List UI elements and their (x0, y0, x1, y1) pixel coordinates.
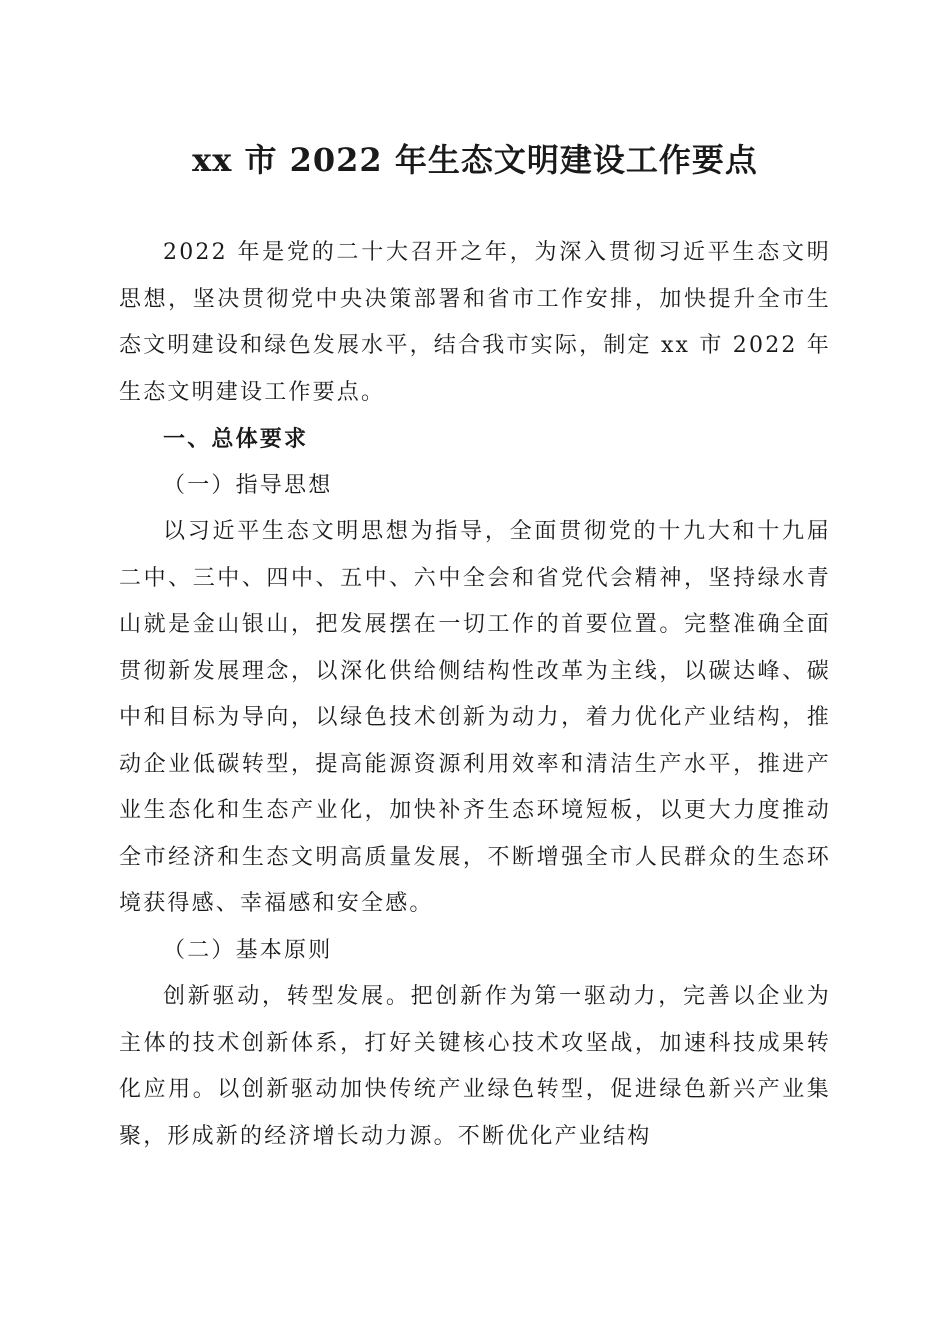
document-title: xx 市 2022 年生态文明建设工作要点 (192, 141, 758, 179)
subsection-heading-guiding-ideology: （一）指导思想 (163, 472, 333, 498)
subsection-heading-basic-principles: （二）基本原则 (163, 937, 333, 963)
intro-paragraph: 2022 年是党的二十大召开之年，为深入贯彻习近平生态文明思想，坚决贯彻党中央决策部署和省市工作安排，加快提升全市生态文明建设和绿色发展水平，结合我市实际，制定 xx 市 2022 年生态文明建设工作要点。 (119, 240, 831, 405)
section-heading-general-requirements: 一、总体要求 (163, 426, 309, 452)
document-body (119, 230, 831, 1160)
basic-principles-paragraph: 创新驱动，转型发展。把创新作为第一驱动力，完善以企业为主体的技术创新体系，打好关键核心技术攻坚战，加速科技成果转化应用。以创新驱动加快传统产业绿色转型，促进绿色新兴产业集聚，形成新的经济增长动力源。不断优化产业结构 (119, 984, 831, 1149)
guiding-ideology-paragraph: 以习近平生态文明思想为指导，全面贯彻党的十九大和十九届二中、三中、四中、五中、六中全会和省党代会精神，坚持绿水青山就是金山银山，把发展摆在一切工作的首要位置。完整准确全面贯彻新发展理念，以深化供给侧结构性改革为主线，以碳达峰、碳中和目标为导向，以绿色技术创新为动力，着力优化产业结构，推动企业低碳转型，提高能源资源利用效率和清洁生产水平，推进产业生态化和生态产业化，加快补齐生态环境短板，以更大力度推动全市经济和生态文明高质量发展，不断增强全市人民群众的生态环境获得感、幸福感和安全感。 (119, 519, 831, 916)
